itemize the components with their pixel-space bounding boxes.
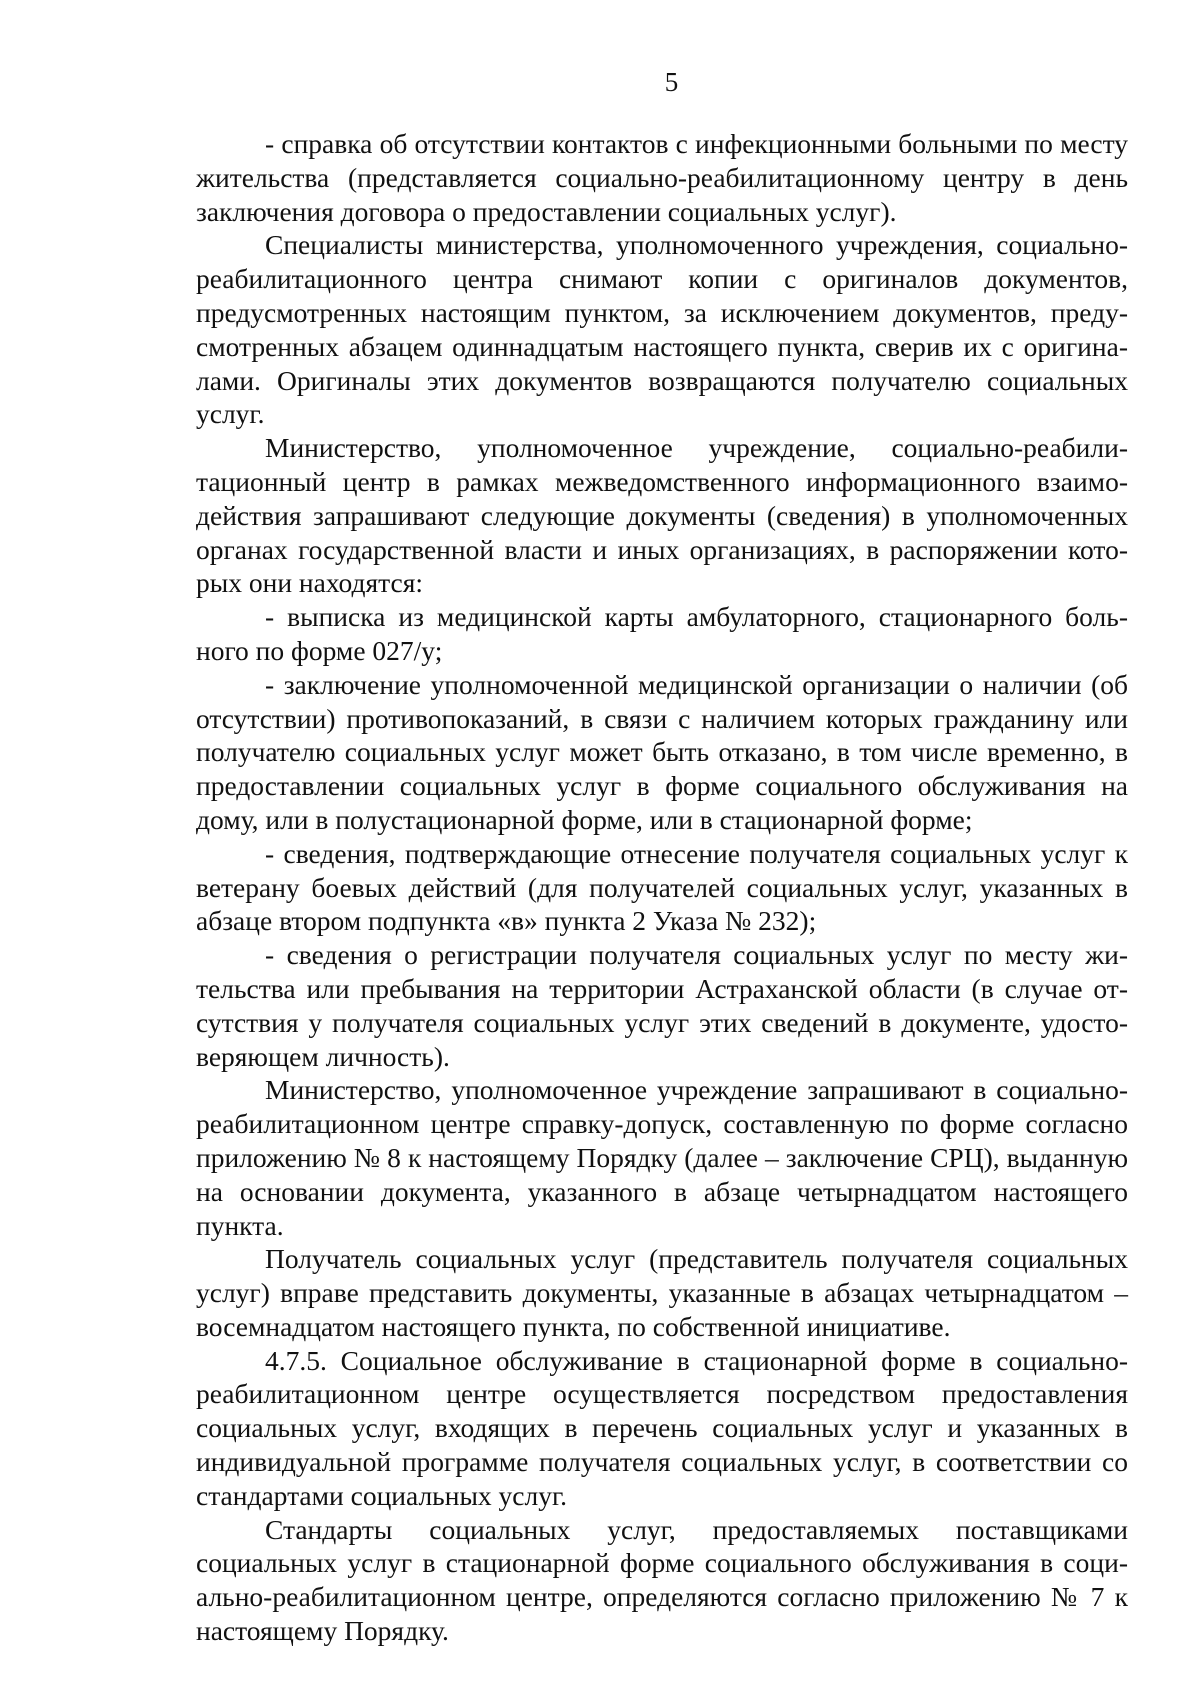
- paragraph-section-4-7-5: 4.7.5. Социальное обслуживание в стационарной форме в социально-реабилитационном центре осуществляется посредством предоставления социальных услуг, входящих в перечень социальных услуг и указанных в индивидуальной программе получателя социальных услуг, в соответствии со стандартами социальных услуг.: [196, 1344, 1128, 1511]
- list-item-medical-conclusion: - заключение уполномоченной медицинской организации о наличии (об отсутствии) противопоказаний, в связи с наличием которых гражданину или получателю социальных услуг может быть отказано, в том числе временно, в предоставлении социальных услуг в форме социального обслуживания на дому, или в полустационарной форме, или в стационарной форме;: [196, 668, 1128, 835]
- list-item-veteran-status: - сведения, подтверждающие отнесение получателя социальных услуг к ветерану боевых действий (для получателей социальных услуг, указанных в абзаце втором подпункта «в» пункта 2 Указа № 232);: [196, 837, 1128, 937]
- paragraph-interagency-requests: Министерство, уполномоченное учреждение, социально-реабилитационный центр в рамках межведомственного информационного взаимодействия запрашивают следующие документы (сведения) в уполномоченных органах государственной власти и иных организациях, в распоряжении которых они находятся:: [196, 432, 1128, 599]
- list-item-registration-info: - сведения о регистрации получателя социальных услуг по месту жительства или пребывания на территории Астраханской области (в случае отсутствия у получателя социальных услуг этих сведений в документе, удостоверяющем личность).: [196, 939, 1128, 1072]
- paragraph-copies-of-documents: Специалисты министерства, уполномоченного учреждения, социально-реабилитационного центра снимают копии с оригиналов документов, предусмотренных настоящим пунктом, за исключением документов, предусмотренных абзацем одиннадцатым настоящего пункта, сверив их с оригиналами. Оригиналы этих документов возвращаются получателю социальных услуг.: [196, 229, 1128, 430]
- page-number: 5: [664, 67, 679, 97]
- paragraph-own-initiative: Получатель социальных услуг (представитель получателя социальных услуг) вправе представить документы, указанные в абзацах четырнадцатом – восемнадцатом настоящего пункта, по собственной инициативе.: [196, 1243, 1128, 1342]
- paragraph-certificate-contacts: - справка об отсутствии контактов с инфекционными больными по месту жительства (представляется социально-реабилитационному центру в день заключения договора о предоставлении социальных услуг).: [196, 128, 1128, 227]
- document-body: [196, 127, 1128, 1648]
- paragraph-admission-certificate: Министерство, уполномоченное учреждение запрашивают в социально-реабилитационном центре справку-допуск, составленную по форме согласно приложению № 8 к настоящему Порядку (далее – заключение СРЦ), выданную на основании документа, указанного в абзаце четырнадцатом настоящего пункта.: [196, 1074, 1128, 1241]
- paragraph-service-standards: Стандарты социальных услуг, предоставляемых поставщиками социальных услуг в стационарной форме социального обслуживания в социально-реабилитационном центре, определяются согласно приложению № 7 к настоящему Порядку.: [196, 1513, 1128, 1647]
- list-item-medical-extract: - выписка из медицинской карты амбулаторного, стационарного больного по форме 027/у;: [196, 601, 1128, 666]
